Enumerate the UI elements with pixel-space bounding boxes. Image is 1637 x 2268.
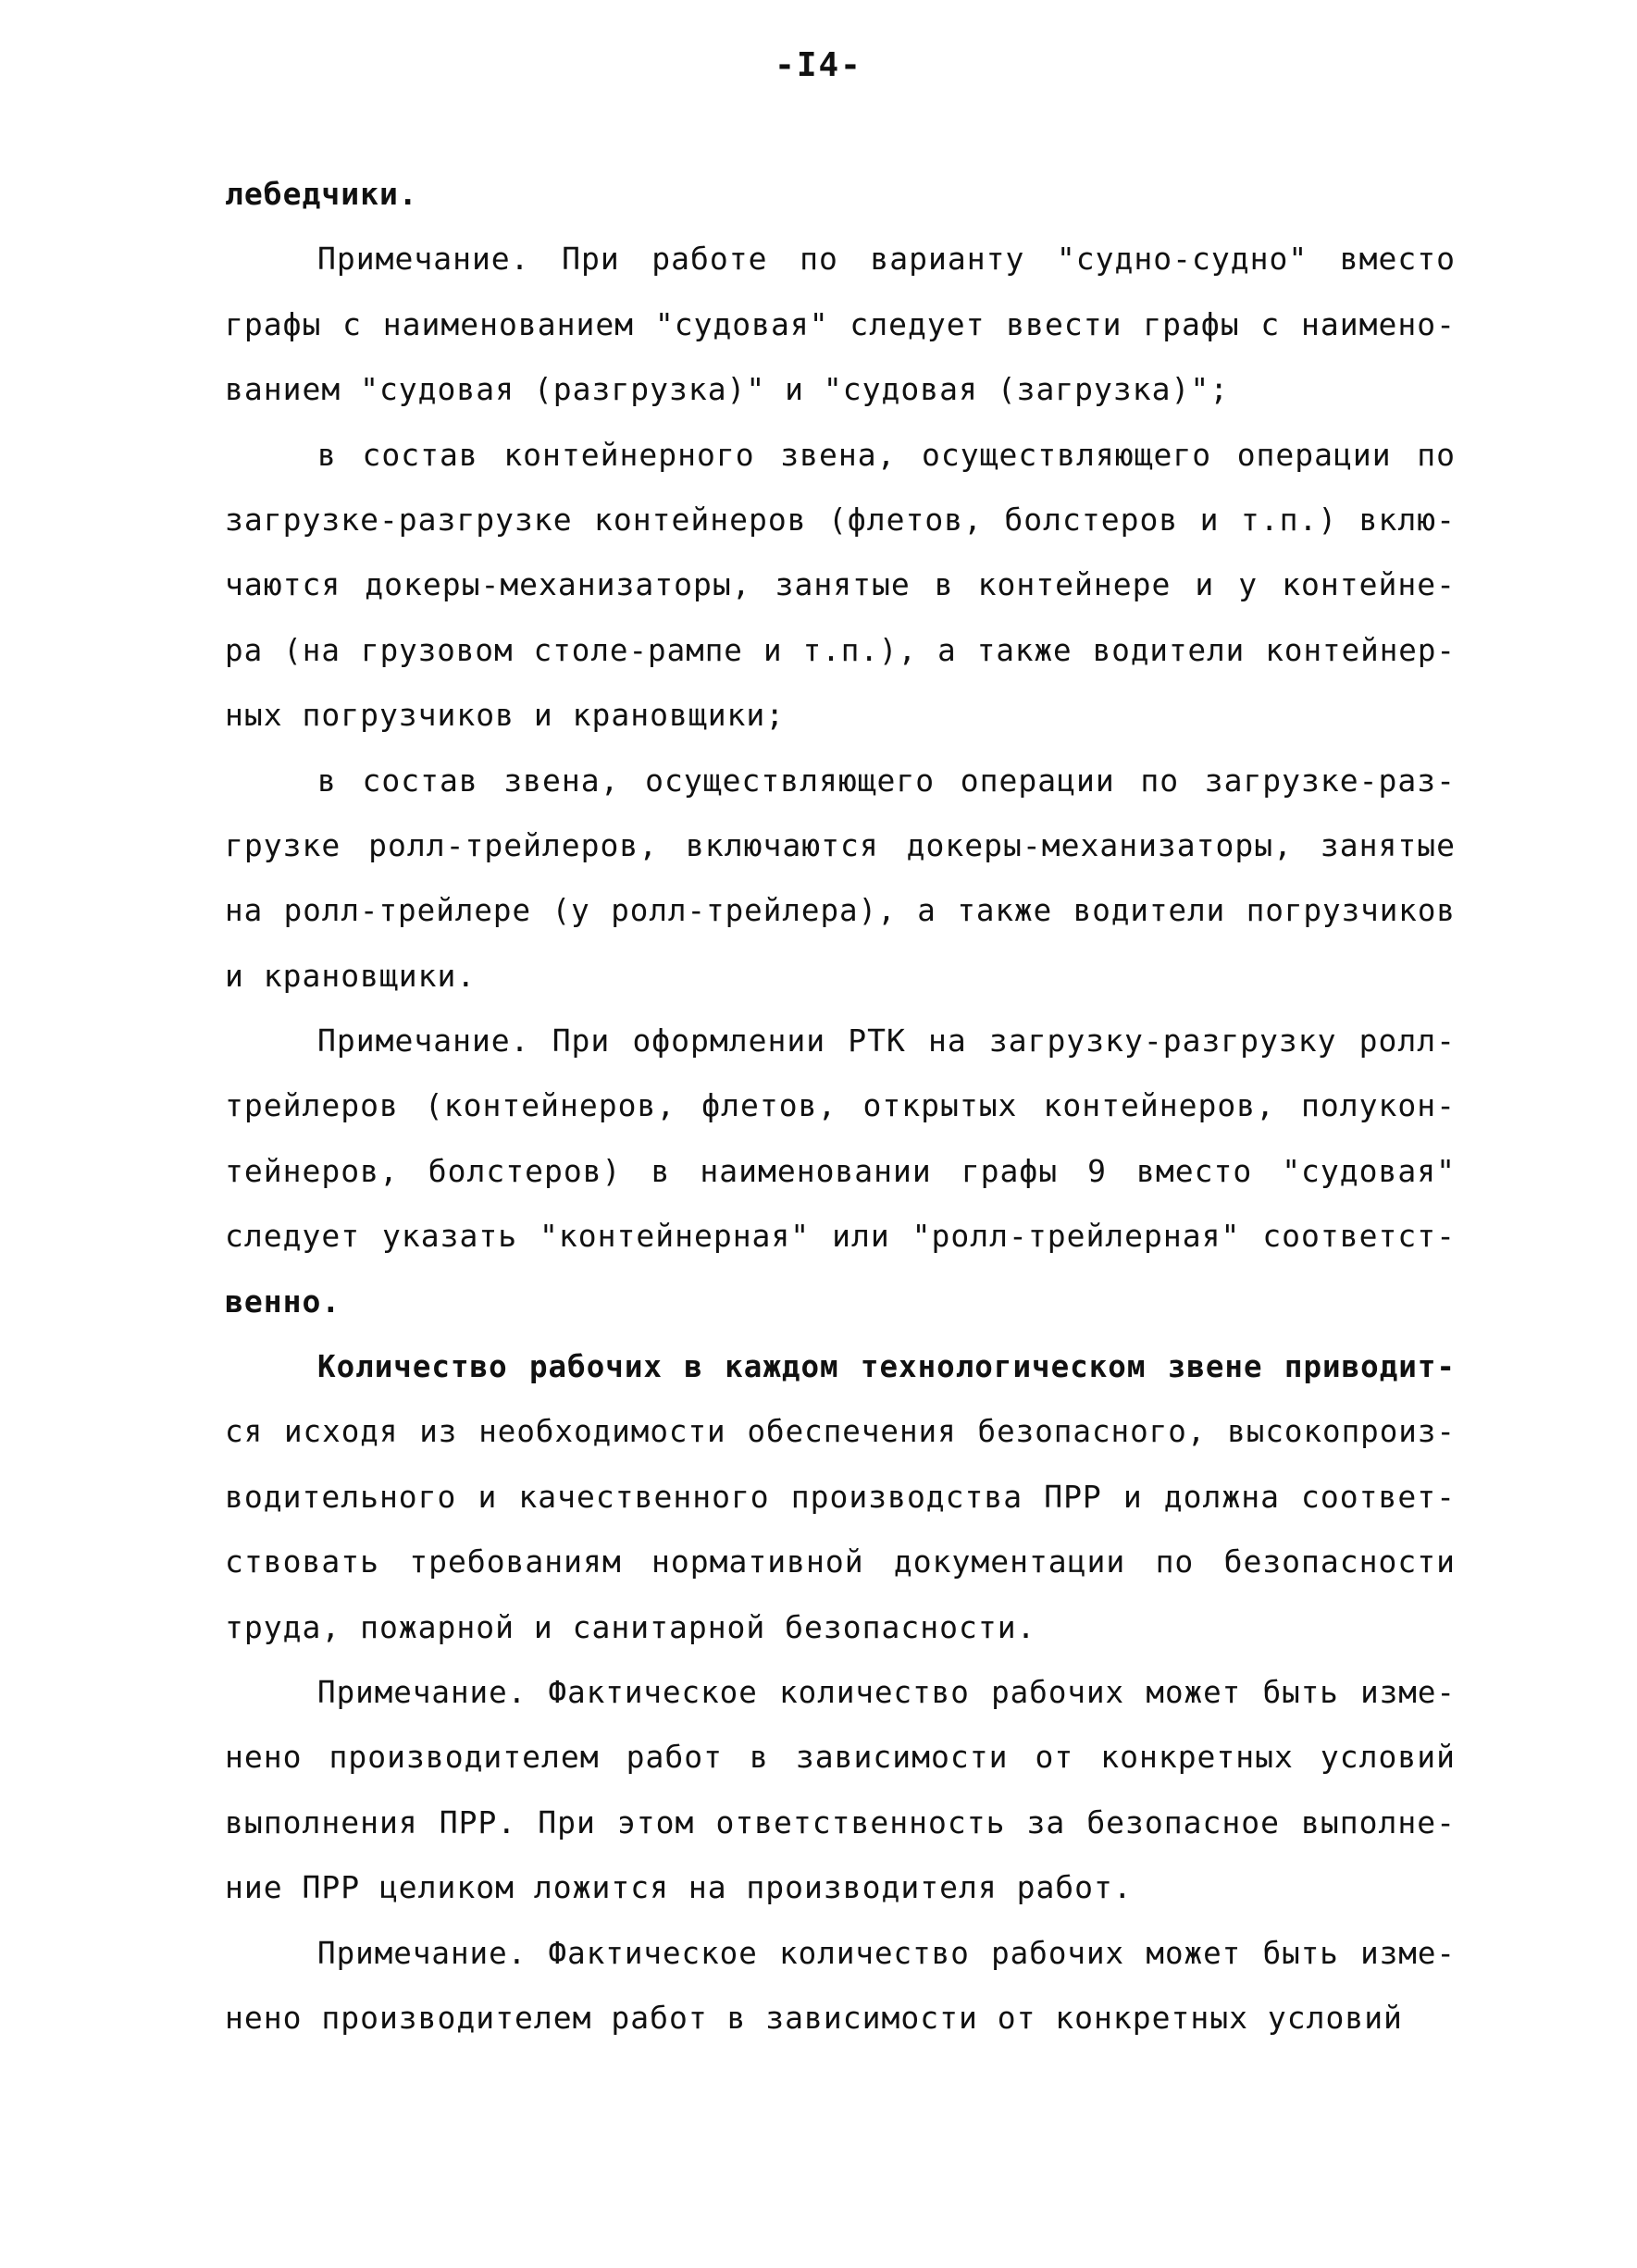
text-line: и крановщики. xyxy=(225,957,477,994)
text-line: нено производителем работ в зависимости от конкретных условий xyxy=(225,1739,1456,1776)
text-line: в состав звена, осуществляющего операции по загрузке-раз- xyxy=(317,762,1456,799)
text-line: в состав контейнерного звена, осуществляющего операции по xyxy=(317,436,1456,473)
text-line: водительного и качественного производства ПРР и должна соответ- xyxy=(225,1478,1456,1515)
text-line: Примечание. При работе по варианту "судно-судно" вместо xyxy=(317,241,1456,278)
text-line: грузке ролл-трейлеров, включаются докеры-механизаторы, занятые xyxy=(225,826,1456,863)
body-text xyxy=(225,162,1456,2051)
text-line: чаются докеры-механизаторы, занятые в контейнере и у контейне- xyxy=(225,566,1456,603)
text-line: Количество рабочих в каждом технологическом звене приводит- xyxy=(317,1349,1456,1385)
text-line: графы с наименованием "судовая" следует ввести графы с наимено- xyxy=(225,305,1456,342)
text-line: ся исходя из необходимости обеспечения безопасного, высокопроиз- xyxy=(225,1414,1456,1450)
text-line: ных погрузчиков и крановщики; xyxy=(225,697,786,734)
text-line: загрузке-разгрузке контейнеров (флетов, болстеров и т.п.) вклю- xyxy=(225,501,1456,538)
text-line: нено производителем работ в зависимости от конкретных условий xyxy=(225,1999,1403,2036)
page-number: -I4- xyxy=(775,46,862,84)
text-line: Примечание. Фактическое количество рабочих может быть изме- xyxy=(317,1935,1456,1971)
text-line: ванием "судовая (разгрузка)" и "судовая (загрузка)"; xyxy=(225,371,1230,408)
text-line: трейлеров (контейнеров, флетов, открытых контейнеров, полукон- xyxy=(225,1087,1456,1124)
text-line: Примечание. При оформлении РТК на загрузку-разгрузку ролл- xyxy=(317,1022,1456,1060)
text-line: труда, пожарной и санитарной безопасности. xyxy=(225,1608,1036,1645)
text-line: ра (на грузовом столе-рампе и т.п.), а также водители контейнер- xyxy=(225,632,1456,668)
text-line: выполнения ПРР. При этом ответственность за безопасное выполне- xyxy=(225,1803,1456,1840)
text-line: Примечание. Фактическое количество рабочих может быть изме- xyxy=(317,1674,1456,1710)
text-line: ние ПРР целиком ложится на производителя работ. xyxy=(225,1869,1133,1906)
text-line: тейнеров, болстеров) в наименовании графы 9 вместо "судовая" xyxy=(225,1152,1456,1189)
text-line: ствовать требованиям нормативной документации по безопасности xyxy=(225,1543,1456,1580)
text-line: венно. xyxy=(225,1283,341,1320)
text-line: лебедчики. xyxy=(225,176,418,212)
text-line: на ролл-трейлере (у ролл-трейлера), а также водители погрузчиков xyxy=(225,893,1456,929)
text-line: следует указать "контейнерная" или "ролл-трейлерная" соответст- xyxy=(225,1218,1456,1255)
